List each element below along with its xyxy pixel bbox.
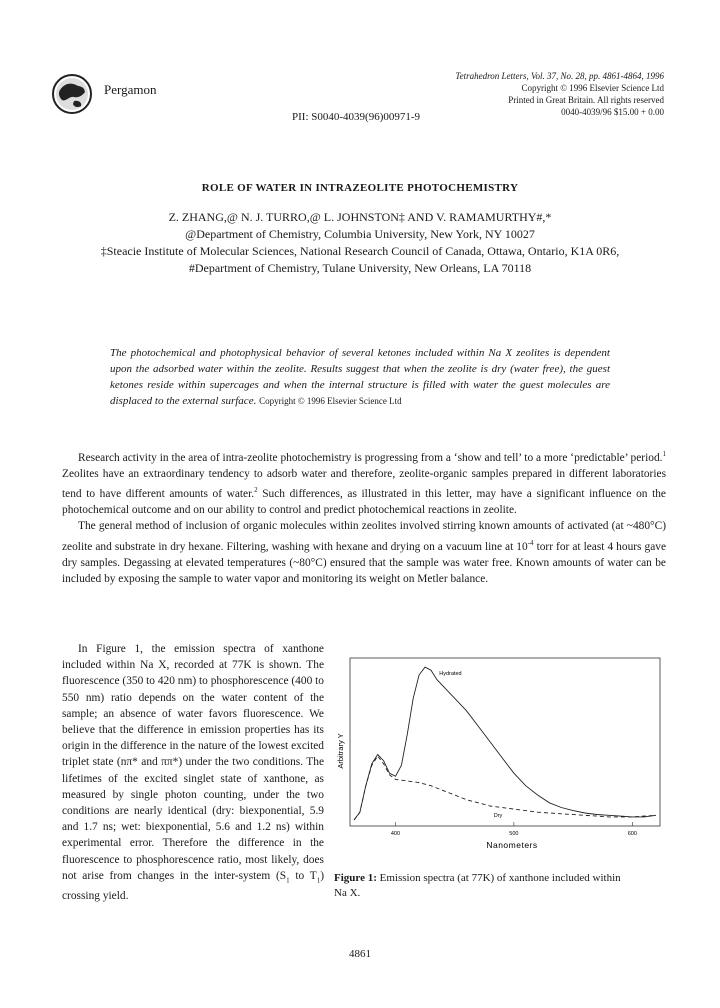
- copyright-line: Copyright © 1996 Elsevier Science Ltd: [521, 83, 664, 93]
- affiliation-tulane: #Department of Chemistry, Tulane University, New Orleans, LA 70118: [188, 261, 532, 275]
- series-line-dry: [354, 756, 656, 820]
- p2-text-b: torr for at least 4 hours gave dry samples. Degassing at elevated temperatures (~80°C) ensured that the sample was water free. Known amounts of water can be included by exposing the sample to water vapor and monitoring its weight on Metler balance.: [62, 540, 667, 585]
- y-axis-label: Arbitrary Y: [336, 733, 345, 769]
- abstract-text: The photochemical and photophysical behavior of several ketones included within Na X zeolites is dependent upon the adsorbed water within the zeolite. Results suggest that when the zeolite is dry (water free), the guest ketones reside within supercages and when the internal structure is filled with water the guest molecules are displaced to the external surface.: [110, 347, 610, 407]
- affiliation-columbia: @Department of Chemistry, Columbia University, New York, NY 10027: [185, 227, 535, 241]
- x-axis-label: Nanometers: [486, 840, 538, 850]
- page-number: 4861: [349, 948, 371, 960]
- caption-text: Emission spectra (at 77K) of xanthone included within Na X.: [334, 872, 621, 899]
- p1-text-c: Such differences, as illustrated in this letter, may have a significant influence on the photochemical outcome and on our ability to control and predict photochemical reactions in zeolite.: [62, 488, 666, 517]
- p3-text-b: to T: [289, 869, 317, 882]
- p1-text-b: Zeolites have an extraordinary tendency to adsorb water and therefore, zeolite-organic samples prepared in different laboratories tend to have different amounts of water.: [62, 468, 666, 500]
- series-layer: [354, 667, 656, 820]
- p3-text-c: ) crossing yield.: [62, 869, 324, 903]
- pergamon-globe-icon: [54, 76, 90, 112]
- paragraph-1: [62, 446, 666, 518]
- ref-2: 2: [254, 486, 258, 495]
- body-text: [62, 446, 666, 587]
- abstract: [110, 345, 610, 409]
- pressure-exponent: -4: [527, 538, 534, 547]
- left-column-text: [62, 641, 324, 905]
- figure-1: [336, 650, 668, 860]
- series-line-hydrated: [354, 667, 656, 820]
- series-label-hydrated: Hydrated: [439, 670, 462, 677]
- t1-subscript: 1: [316, 876, 321, 885]
- x-tick-label: 600: [627, 831, 637, 837]
- ref-1: 1: [662, 450, 666, 458]
- pii: PII: S0040-4039(96)00971-9: [292, 111, 421, 123]
- s1-subscript: 1: [286, 876, 290, 885]
- caption-label: Figure 1:: [334, 872, 377, 884]
- journal-citation: Tetrahedron Letters, Vol. 37, No. 28, pp. 4861-4864, 1996: [455, 71, 664, 81]
- printed-line: Printed in Great Britain. All rights reserved: [508, 95, 664, 105]
- plot-frame: [350, 658, 660, 826]
- p3-text-a: In Figure 1, the emission spectra of xanthone included within Na X, recorded at 77K is shown. The fluorescence (350 to 420 nm) to phosphorescence (400 to 550 nm) ratio depends on the water content of the sample; an absence of water favors fluorescence. We believe that the difference in emission properties has its origin in the difference in the nature of the lowest excited triplet state (nπ* and ππ*) under the two conditions. The lifetimes of the excited singlet state of xanthone, as measured by single photon counting, under the two conditions are nearly identical (dry: biexponential, 5.9 and 1.7 ns; wet: biexponential, 5.6 and 1.2 ns) within experimental error. Therefore the difference in the fluorescence to phosphorescence ratio, most likely, does not arise from changes in the inter-system (S: [62, 643, 324, 882]
- x-tick-label: 500: [509, 831, 519, 837]
- pergamon-logo: [52, 74, 92, 114]
- p2-text-a: The general method of inclusion of organic molecules within zeolites involved stirring known amounts of activated (at ~480°C) zeolite and substrate in dry hexane. Filtering, washing with hexane and drying on a vacuum line at 10: [62, 520, 666, 553]
- paper-title: ROLE OF WATER IN INTRAZEOLITE PHOTOCHEMISTRY: [201, 182, 519, 194]
- tick-layer: [391, 822, 637, 837]
- author-names: Z. ZHANG,@ N. J. TURRO,@ L. JOHNSTON‡ AND V. RAMAMURTHY#,*: [168, 210, 552, 224]
- emission-spectrum-chart: [336, 650, 668, 860]
- affiliation-steacie: ‡Steacie Institute of Molecular Sciences, National Research Council of Canada, Ottawa, Ontario, K1A 0R6,: [100, 244, 620, 258]
- paragraph-3: [62, 641, 324, 905]
- abstract-copyright: Copyright © 1996 Elsevier Science Ltd: [259, 396, 402, 406]
- figure-caption: [334, 871, 634, 901]
- p1-text-a: Research activity in the area of intra-zeolite photochemistry is progressing from a ‘show and tell’ to a more ‘predictable’ period.: [78, 451, 663, 464]
- price-line: 0040-4039/96 $15.00 + 0.00: [561, 107, 664, 117]
- x-tick-label: 400: [390, 831, 401, 837]
- series-label-dry: Dry: [493, 812, 503, 819]
- paragraph-2: [62, 518, 666, 587]
- author-block: [0, 209, 720, 277]
- publisher-name: Pergamon: [104, 82, 157, 97]
